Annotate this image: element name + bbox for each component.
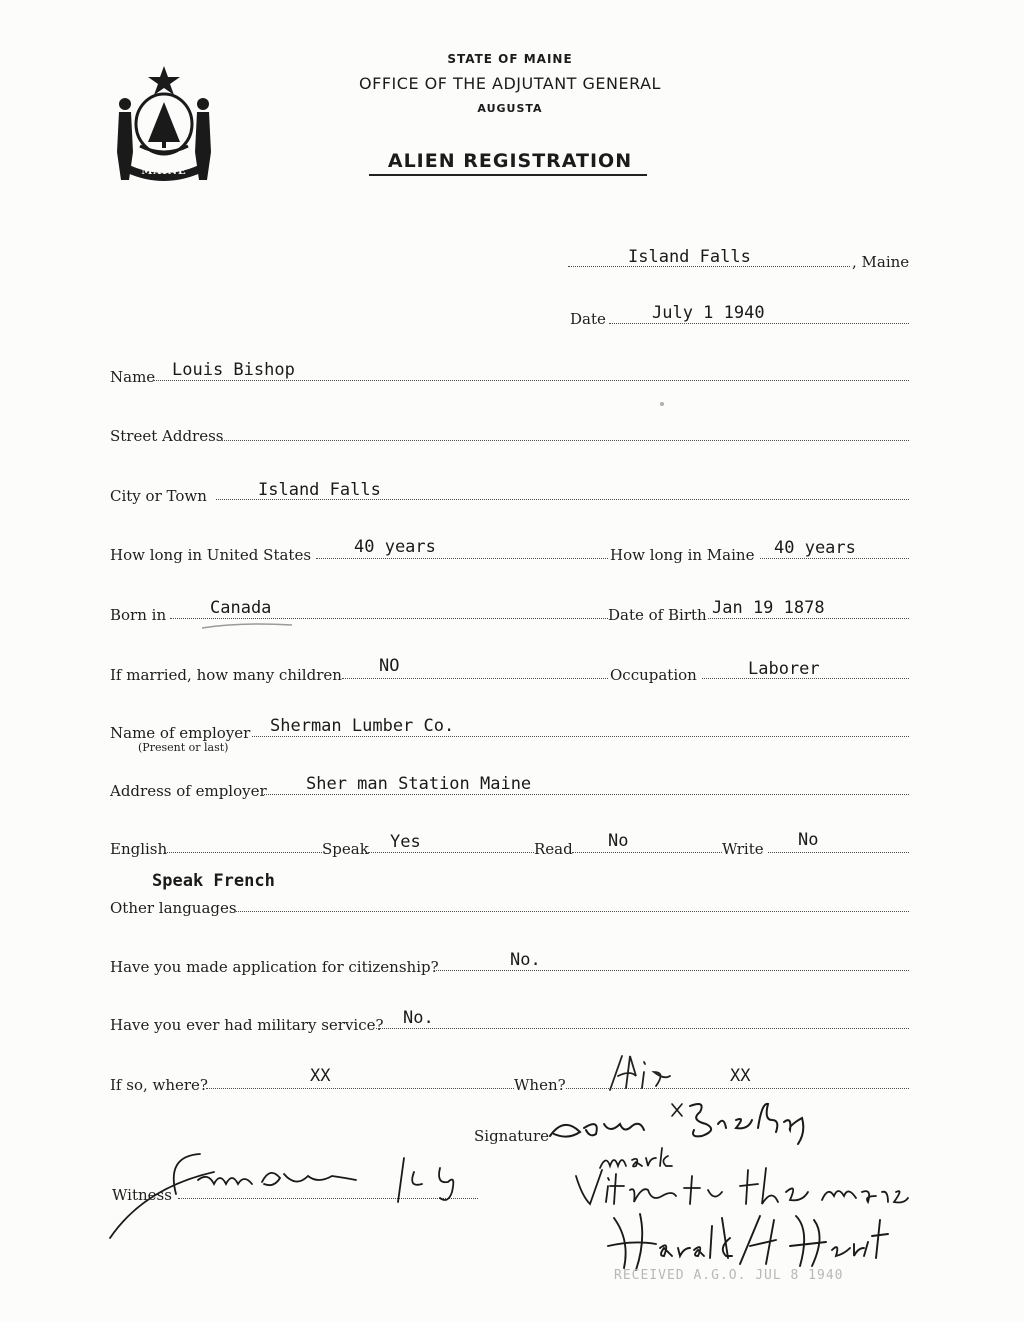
dob-label: Date of Birth bbox=[608, 606, 707, 624]
place-value: Island Falls bbox=[628, 247, 751, 267]
employer-sublabel: (Present or last) bbox=[138, 741, 229, 754]
military-line bbox=[376, 1028, 909, 1029]
read-label: Read bbox=[534, 840, 573, 858]
employer-address-value: Sher man Station Maine bbox=[306, 774, 532, 794]
handwritten-witness-to-mark bbox=[572, 1160, 912, 1216]
name-line bbox=[154, 380, 909, 381]
english-label: English bbox=[110, 840, 168, 858]
speak-value: Yes bbox=[390, 832, 421, 852]
city-heading: AUGUSTA bbox=[477, 102, 543, 115]
witness-label: Witness bbox=[112, 1186, 172, 1204]
english-line bbox=[164, 852, 322, 853]
born-in-pencil-underline bbox=[200, 620, 295, 632]
signature-label: Signature bbox=[474, 1127, 550, 1145]
years-maine-value: 40 years bbox=[774, 538, 856, 558]
years-us-line bbox=[316, 558, 608, 559]
page-title: ALIEN REGISTRATION bbox=[387, 150, 633, 172]
write-line bbox=[768, 852, 909, 853]
street-address-label: Street Address bbox=[110, 427, 224, 445]
occupation-value: Laborer bbox=[748, 659, 820, 679]
employer-label: Name of employer bbox=[110, 724, 251, 742]
speak-label: Speak bbox=[322, 840, 369, 858]
seal-banner-text: MAINE bbox=[141, 166, 187, 177]
where-label: If so, where? bbox=[110, 1076, 208, 1094]
received-stamp: RECEIVED A.G.O. JUL 8 1940 bbox=[614, 1268, 844, 1283]
employer-address-line bbox=[264, 794, 909, 795]
title-underline bbox=[369, 174, 647, 176]
years-us-label: How long in United States bbox=[110, 546, 312, 564]
date-value: July 1 1940 bbox=[652, 303, 765, 323]
employer-line bbox=[252, 736, 909, 737]
name-value: Louis Bishop bbox=[172, 360, 295, 380]
born-in-value: Canada bbox=[210, 598, 272, 618]
years-maine-line bbox=[760, 558, 909, 559]
office-heading: OFFICE OF THE ADJUTANT GENERAL bbox=[359, 74, 661, 93]
citizenship-value: No. bbox=[510, 950, 541, 970]
where-line bbox=[206, 1088, 514, 1089]
military-value: No. bbox=[403, 1008, 434, 1028]
when-value: XX bbox=[730, 1066, 751, 1086]
read-line bbox=[572, 852, 722, 853]
write-value: No bbox=[798, 830, 819, 850]
dob-line bbox=[708, 618, 909, 619]
citizenship-line bbox=[434, 970, 909, 971]
years-us-value: 40 years bbox=[354, 537, 436, 557]
military-label: Have you ever had military service? bbox=[110, 1016, 384, 1034]
city-label: City or Town bbox=[110, 487, 207, 505]
write-label: Write bbox=[722, 840, 764, 858]
where-value: XX bbox=[310, 1066, 331, 1086]
dob-value: Jan 19 1878 bbox=[712, 598, 825, 618]
name-label: Name bbox=[110, 368, 156, 386]
children-line bbox=[342, 678, 608, 679]
city-value: Island Falls bbox=[258, 480, 381, 500]
other-languages-line bbox=[234, 911, 909, 912]
handwritten-his bbox=[604, 1050, 684, 1094]
state-heading: STATE OF MAINE bbox=[447, 52, 573, 66]
date-label: Date bbox=[570, 310, 606, 328]
other-languages-label: Other languages bbox=[110, 899, 237, 917]
years-maine-label: How long in Maine bbox=[610, 546, 755, 564]
children-label: If married, how many children bbox=[110, 666, 342, 684]
place-suffix: , Maine bbox=[852, 253, 910, 271]
when-label: When? bbox=[514, 1076, 566, 1094]
scan-speck bbox=[660, 402, 664, 406]
citizenship-label: Have you made application for citizenship? bbox=[110, 958, 439, 976]
read-value: No bbox=[608, 831, 629, 851]
handwritten-witness-name bbox=[600, 1210, 900, 1274]
street-address-line bbox=[222, 440, 909, 441]
employer-value: Sherman Lumber Co. bbox=[270, 716, 455, 736]
other-languages-value: Speak French bbox=[152, 871, 275, 891]
date-line bbox=[609, 323, 909, 324]
handwritten-signature bbox=[540, 1090, 820, 1150]
occupation-label: Occupation bbox=[610, 666, 697, 684]
born-in-label: Born in bbox=[110, 606, 167, 624]
children-value: NO bbox=[379, 656, 400, 676]
handwritten-witness-signature bbox=[104, 1148, 514, 1244]
born-in-line bbox=[170, 618, 608, 619]
employer-address-label: Address of employer bbox=[110, 782, 267, 800]
speak-line bbox=[368, 852, 534, 853]
